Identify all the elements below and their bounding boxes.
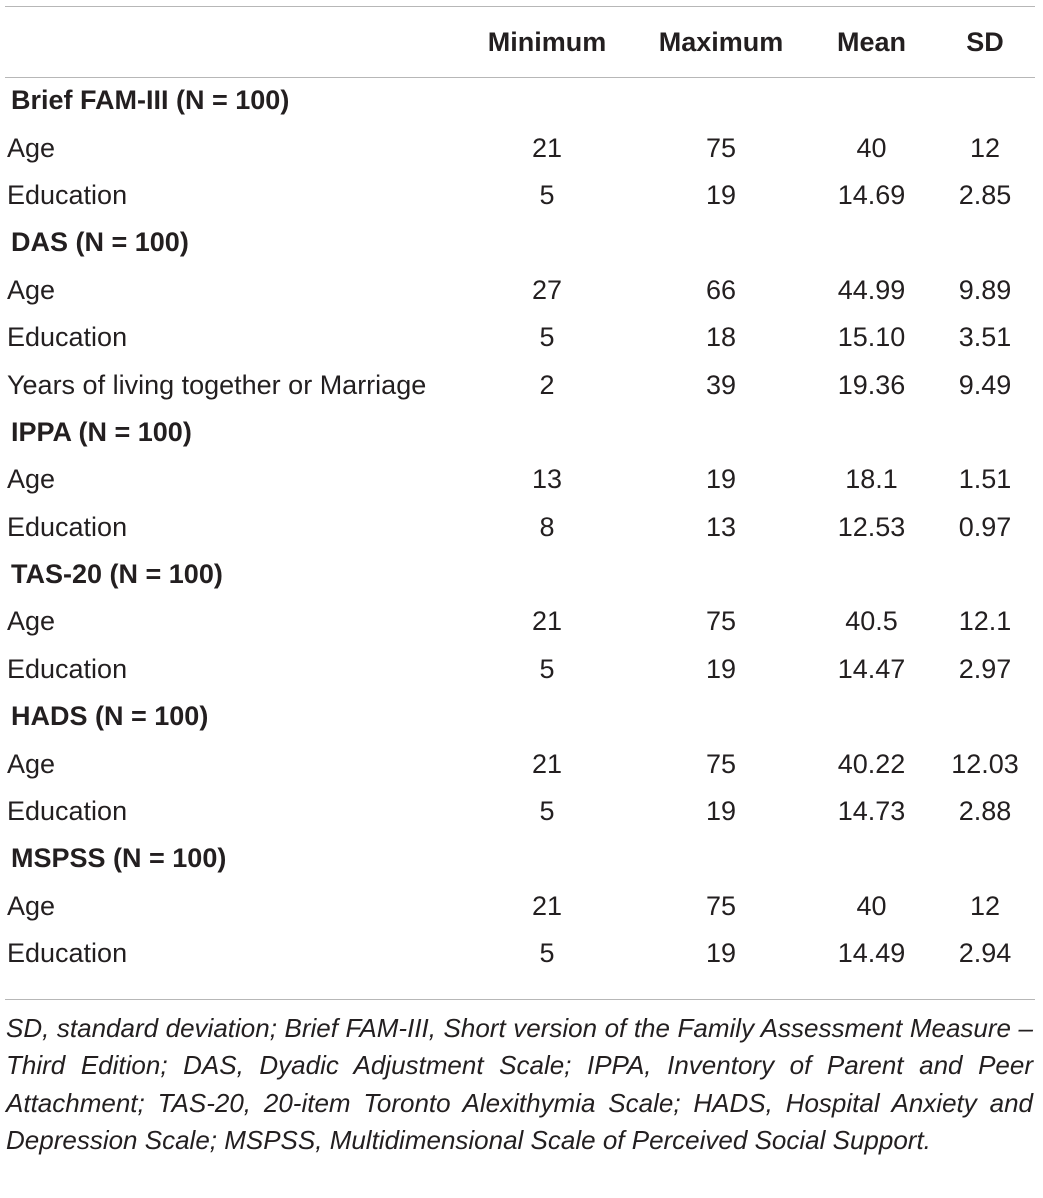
minimum-cell: 5 [539, 796, 555, 827]
section-row [0, 77, 1043, 124]
table-row [0, 740, 1043, 787]
row-label: Education [7, 938, 128, 969]
minimum-cell: 5 [539, 322, 555, 353]
mean-cell: 12.53 [837, 511, 906, 542]
row-label: Age [7, 274, 56, 305]
mean-cell: 40.22 [837, 748, 906, 779]
row-label: Age [7, 748, 56, 779]
maximum-cell: 19 [705, 179, 737, 210]
maximum-cell: 13 [705, 511, 737, 542]
bottom-rule [5, 999, 1035, 1000]
maximum-cell: 75 [705, 132, 737, 163]
table-row [0, 883, 1043, 930]
header-minimum: Minimum [487, 26, 607, 57]
sd-cell: 12 [969, 132, 1001, 163]
row-label: Education [7, 653, 128, 684]
table-row [0, 646, 1043, 693]
sd-cell: 2.85 [958, 179, 1012, 210]
table-row [0, 124, 1043, 171]
mean-cell: 19.36 [837, 369, 906, 400]
maximum-cell: 19 [705, 464, 737, 495]
minimum-cell: 2 [539, 369, 555, 400]
row-label: Age [7, 890, 56, 921]
header-maximum: Maximum [658, 26, 784, 57]
section-heading: IPPA (N = 100) [11, 416, 192, 447]
sd-cell: 12.03 [951, 748, 1019, 779]
maximum-cell: 19 [705, 796, 737, 827]
mean-cell: 40 [856, 890, 887, 921]
maximum-cell: 19 [705, 938, 737, 969]
row-label: Age [7, 464, 56, 495]
sd-cell: 2.94 [958, 938, 1012, 969]
table-body [0, 77, 1043, 977]
mean-cell: 14.47 [837, 653, 906, 684]
sd-cell: 2.88 [958, 796, 1012, 827]
minimum-cell: 27 [531, 274, 563, 305]
table-row [0, 598, 1043, 645]
minimum-cell: 21 [531, 890, 563, 921]
table-row [0, 267, 1043, 314]
maximum-cell: 75 [705, 748, 737, 779]
mean-cell: 40 [856, 132, 887, 163]
header-sd: SD [966, 26, 1004, 57]
section-row [0, 219, 1043, 266]
mean-cell: 18.1 [845, 464, 898, 495]
sd-cell: 12.1 [958, 606, 1012, 637]
minimum-cell: 21 [531, 606, 563, 637]
sd-cell: 2.97 [958, 653, 1012, 684]
sd-cell: 9.49 [958, 369, 1012, 400]
sd-cell: 3.51 [958, 322, 1012, 353]
sd-cell: 12 [969, 890, 1001, 921]
minimum-cell: 8 [539, 511, 555, 542]
row-label: Age [7, 132, 56, 163]
minimum-cell: 5 [539, 653, 555, 684]
table-row [0, 930, 1043, 977]
maximum-cell: 19 [705, 653, 737, 684]
section-heading: DAS (N = 100) [11, 227, 189, 258]
minimum-cell: 5 [539, 179, 555, 210]
sd-cell: 0.97 [958, 511, 1012, 542]
minimum-cell: 21 [531, 748, 563, 779]
header-mean: Mean [836, 26, 907, 57]
sd-cell: 1.51 [958, 464, 1012, 495]
mean-cell: 14.73 [837, 796, 906, 827]
table-row [0, 314, 1043, 361]
table-footnote: SD, standard deviation; Brief FAM-III, Short version of the Family Assessment Measure – Third Edition; DAS, Dyadic Adjustment Scale; IPPA, Inventory of Parent and Peer Attachment; TAS-20, 20-item Toronto Alexithymia Scale; HADS, Hospital Anxiety and Depression Scale; MSPSS, Multidimensional Scale of Perceived Social Support. [6, 1013, 1033, 1156]
maximum-cell: 39 [705, 369, 737, 400]
maximum-cell: 75 [705, 606, 737, 637]
section-heading: HADS (N = 100) [11, 701, 209, 732]
mean-cell: 40.5 [845, 606, 898, 637]
table-row [0, 172, 1043, 219]
maximum-cell: 75 [705, 890, 737, 921]
table-row [0, 788, 1043, 835]
descriptive-statistics-table [0, 7, 1043, 977]
table-row [0, 361, 1043, 408]
row-label: Education [7, 511, 128, 542]
mean-cell: 15.10 [837, 322, 906, 353]
header-label-column [0, 7, 468, 77]
maximum-cell: 18 [705, 322, 737, 353]
minimum-cell: 13 [531, 464, 563, 495]
section-row [0, 693, 1043, 740]
section-heading: MSPSS (N = 100) [11, 843, 227, 874]
sd-cell: 9.89 [958, 274, 1012, 305]
section-heading: Brief FAM-III (N = 100) [11, 85, 290, 116]
section-row [0, 551, 1043, 598]
row-label: Education [7, 179, 128, 210]
mean-cell: 14.69 [837, 179, 906, 210]
row-label: Age [7, 606, 56, 637]
minimum-cell: 5 [539, 938, 555, 969]
table-row [0, 504, 1043, 551]
section-heading: TAS-20 (N = 100) [11, 559, 223, 590]
header-row [0, 7, 1043, 77]
mean-cell: 14.49 [837, 938, 906, 969]
mean-cell: 44.99 [837, 274, 906, 305]
section-row [0, 409, 1043, 456]
maximum-cell: 66 [705, 274, 737, 305]
row-label: Education [7, 322, 128, 353]
table-row [0, 456, 1043, 503]
row-label: Education [7, 796, 128, 827]
row-label: Years of living together or Marriage [7, 369, 427, 400]
minimum-cell: 21 [531, 132, 563, 163]
section-row [0, 835, 1043, 882]
